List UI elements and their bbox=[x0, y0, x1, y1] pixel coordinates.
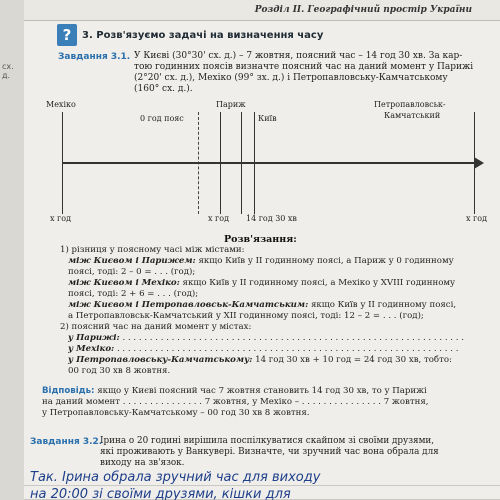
solution-kyiv-paris-text: якщо Київ у ІІ годинному поясі, а Париж у 0 годинному bbox=[195, 256, 454, 266]
solution-paris-heading: у Парижі: bbox=[68, 333, 120, 343]
handwritten-answer-line-2: на 20:00 зі своїми друзями, кішки для bbox=[30, 487, 291, 500]
solution-paris-blank: . . . . . . . . . . . . . . . . . . . . . . . . . . . . . . . . . . . . . . . . . . . . . . . . . . . . . . . . . . . . . . . bbox=[119, 333, 464, 343]
solution-step-2: 2) поясний час на даний момент у містах: bbox=[60, 322, 252, 332]
task-3-1-text bbox=[134, 51, 494, 95]
solution-petropavlovsk-heading: у Петропавловську-Камчатському: bbox=[68, 355, 253, 365]
label-petropavlovsk-2: Камчатський bbox=[384, 111, 441, 120]
solution-paris-time bbox=[68, 333, 492, 344]
answer-text: якщо у Києві поясний час 7 жовтня становить 14 год 30 хв, то у Парижі bbox=[94, 386, 427, 396]
running-title: Розділ ІІ. Географічний простір України bbox=[254, 5, 472, 15]
solution-kyiv-petropavlovsk-calc: а Петропавловськ-Камчатський у XII годинному поясі, тоді: 12 – 2 = . . . (год); bbox=[68, 311, 424, 321]
solution-kyiv-mexico-text: якщо Київ у ІІ годинному поясі, а Мехіко у XVIII годинному bbox=[179, 278, 456, 288]
task-3-2-label: Завдання 3.2. bbox=[30, 437, 103, 447]
task-3-1-line: (160° сх. д.). bbox=[134, 84, 193, 94]
time-petropavlovsk: x год bbox=[466, 214, 487, 223]
answer-line-2: на даний момент . . . . . . . . . . . . . . . 7 жовтня, у Мехіко – . . . . . . . . . . . . . . . 7 жовтня, bbox=[42, 397, 429, 407]
solution-mexico-blank: . . . . . . . . . . . . . . . . . . . . . . . . . . . . . . . . . . . . . . . . . . . . . . . . . . . . . . . . . . . . . . . bbox=[114, 344, 459, 354]
page-header bbox=[24, 0, 500, 21]
section-title: 3. Розв'язуємо задачі на визначення часу bbox=[82, 30, 324, 41]
answer-label: Відповідь: bbox=[42, 386, 95, 396]
time-kyiv: 14 год 30 хв bbox=[246, 214, 297, 223]
solution-kyiv-mexico-calc: поясі, тоді: 2 + 6 = . . . (год); bbox=[68, 289, 199, 299]
solution-kyiv-paris bbox=[68, 256, 492, 267]
time-paris: x год bbox=[208, 214, 229, 223]
textbook-page bbox=[24, 0, 500, 500]
task-3-1-line: тою годинних поясів визначте поясний час на даний момент у Парижі bbox=[134, 62, 474, 72]
label-mexico: Мехіко bbox=[46, 100, 76, 109]
answer-line-3: у Петропавловську-Камчатському – 00 год 30 хв 8 жовтня. bbox=[42, 408, 310, 418]
ruled-line bbox=[24, 485, 500, 486]
time-mexico: x год bbox=[50, 214, 71, 223]
solution-petropavlovsk-result: 00 год 30 хв 8 жовтня. bbox=[68, 366, 171, 376]
arrow-right-icon bbox=[474, 157, 484, 169]
task-3-2-text bbox=[100, 436, 495, 469]
solution-title: Розв'язання: bbox=[224, 234, 297, 245]
label-petropavlovsk-1: Петропавловськ- bbox=[374, 100, 446, 109]
task-3-2-line: виходу на зв'язок. bbox=[100, 458, 185, 468]
margin-snippet: сх. д. bbox=[2, 62, 14, 80]
task-3-1-label: Завдання 3.1. bbox=[58, 52, 131, 62]
task-3-2-line: які проживають у Ванкувері. Визначте, чи зручний час вона обрала для bbox=[100, 447, 439, 457]
label-zero-zone: 0 год пояс bbox=[140, 114, 184, 123]
solution-mexico-time bbox=[68, 344, 492, 355]
answer-line-1 bbox=[42, 386, 492, 397]
solution-petropavlovsk-text: 14 год 30 хв + 10 год = 24 год 30 хв, тобто: bbox=[252, 355, 452, 365]
solution-mexico-heading: у Мехіко: bbox=[68, 344, 115, 354]
solution-kyiv-paris-heading: між Києвом і Парижем: bbox=[68, 256, 196, 266]
label-paris: Париж bbox=[216, 100, 246, 109]
left-page-margin bbox=[0, 0, 24, 500]
task-3-1-line: (2°20' сх. д.), Мехіко (99° зх. д.) і Петропавловську-Камчатському bbox=[134, 73, 448, 83]
solution-kyiv-mexico bbox=[68, 278, 492, 289]
solution-kyiv-petropavlovsk-text: якщо Київ у ІІ годинному поясі, bbox=[308, 300, 457, 310]
solution-kyiv-petropavlovsk bbox=[68, 300, 492, 311]
task-3-2-line: Ірина о 20 годині вирішила поспілкуватися скайпом зі своїми друзями, bbox=[100, 436, 435, 446]
handwritten-answer-line-1: Так. Ірина обрала зручний час для виходу bbox=[30, 470, 321, 485]
label-kyiv: Київ bbox=[258, 114, 277, 123]
solution-kyiv-mexico-heading: між Києвом і Мехіко: bbox=[68, 278, 180, 288]
task-3-1-line: У Києві (30°30' сх. д.) – 7 жовтня, поясний час – 14 год 30 хв. За кар- bbox=[134, 51, 463, 61]
solution-step-1: 1) різниця у поясному часі між містами: bbox=[60, 245, 245, 255]
time-zone-diagram bbox=[42, 90, 500, 230]
question-icon: ? bbox=[57, 24, 77, 46]
timeline-axis bbox=[62, 162, 474, 164]
solution-petropavlovsk-time bbox=[68, 355, 492, 366]
solution-kyiv-petropavlovsk-heading: між Києвом і Петропавловськ-Камчатським: bbox=[68, 300, 309, 310]
solution-kyiv-paris-calc: поясі, тоді: 2 – 0 = . . . (год); bbox=[68, 267, 196, 277]
